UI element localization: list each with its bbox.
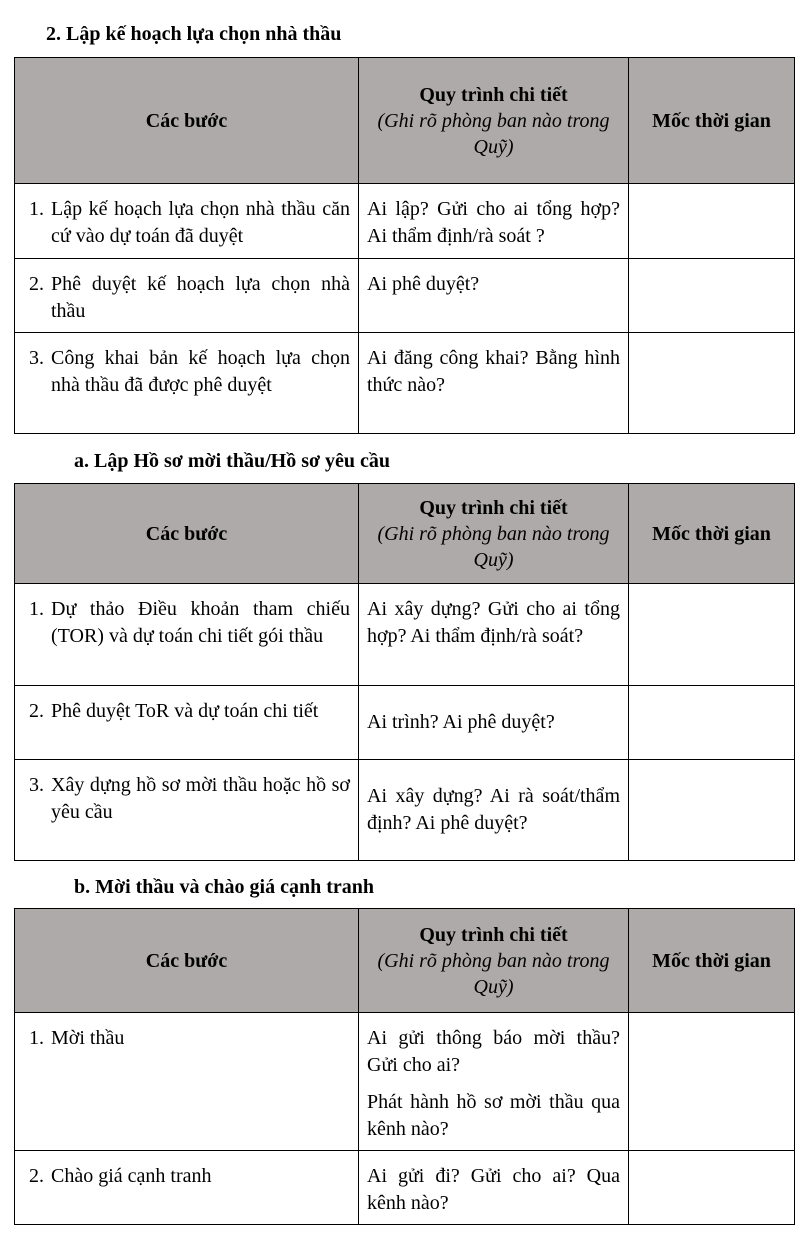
step-content	[29, 1025, 350, 1052]
steps-table	[14, 908, 795, 1225]
steps-table	[14, 483, 795, 861]
process-text: Ai phê duyệt?	[367, 273, 480, 295]
process-cell	[359, 333, 629, 434]
header-milestone: Mốc thời gian	[629, 58, 795, 184]
step-cell	[15, 184, 359, 259]
header-process-note: (Ghi rõ phòng ban nào trong Quỹ)	[377, 522, 610, 571]
step-cell	[15, 760, 359, 861]
table-row	[15, 333, 795, 434]
milestone-cell[interactable]	[629, 1151, 795, 1225]
steps-table	[14, 57, 795, 434]
step-number: 3.	[29, 347, 44, 369]
step-number: 1.	[29, 198, 44, 220]
step-content	[29, 1163, 350, 1190]
milestone-cell[interactable]	[629, 584, 795, 686]
step-text: Lập kế hoạch lựa chọn nhà thầu căn cứ vào dự toán đã duyệt	[51, 198, 350, 247]
table-row	[15, 1013, 795, 1151]
table-row	[15, 184, 795, 259]
step-text: Phê duyệt kế hoạch lựa chọn nhà thầu	[51, 273, 350, 322]
table-row	[15, 760, 795, 861]
process-cell	[359, 184, 629, 259]
step-text: Chào giá cạnh tranh	[51, 1165, 212, 1187]
header-process-note: (Ghi rõ phòng ban nào trong Quỹ)	[377, 949, 610, 998]
header-steps: Các bước	[15, 484, 359, 584]
step-number: 1.	[29, 1027, 44, 1049]
milestone-cell[interactable]	[629, 1013, 795, 1151]
header-process-note: (Ghi rõ phòng ban nào trong Quỹ)	[377, 109, 610, 158]
table-row	[15, 1151, 795, 1225]
section-heading: b. Mời thầu và chào giá cạnh tranh	[74, 876, 374, 898]
table-row	[15, 259, 795, 333]
milestone-cell[interactable]	[629, 184, 795, 259]
process-cell	[359, 760, 629, 861]
process-text: Ai gửi thông báo mời thầu? Gửi cho ai?	[367, 1027, 620, 1076]
milestone-cell[interactable]	[629, 259, 795, 333]
header-steps: Các bước	[15, 58, 359, 184]
step-content	[29, 596, 350, 650]
section-heading: a. Lập Hồ sơ mời thầu/Hồ sơ yêu cầu	[74, 450, 391, 472]
step-content	[29, 698, 350, 725]
step-number: 3.	[29, 774, 44, 796]
process-cell	[359, 1013, 629, 1151]
step-content	[29, 345, 350, 399]
step-cell	[15, 584, 359, 686]
step-content	[29, 271, 350, 325]
process-text: Ai gửi đi? Gửi cho ai? Qua kênh nào?	[367, 1165, 620, 1214]
header-process-title: Quy trình chi tiết	[419, 496, 568, 519]
step-number: 2.	[29, 1165, 44, 1187]
header-steps: Các bước	[15, 909, 359, 1013]
process-text: Ai lập? Gửi cho ai tổng hợp? Ai thẩm định/rà soát ?	[367, 198, 620, 247]
step-cell	[15, 686, 359, 760]
table-header-row	[15, 484, 795, 584]
table-header-row	[15, 909, 795, 1013]
step-cell	[15, 333, 359, 434]
step-content	[29, 196, 350, 250]
step-text: Phê duyệt ToR và dự toán chi tiết	[51, 700, 319, 722]
step-cell	[15, 1151, 359, 1225]
header-process-title: Quy trình chi tiết	[419, 83, 568, 106]
step-number: 2.	[29, 700, 44, 722]
process-text: Ai xây dựng? Ai rà soát/thẩm định? Ai phê duyệt?	[367, 785, 620, 834]
process-cell	[359, 686, 629, 760]
header-process	[359, 909, 629, 1013]
section-heading: 2. Lập kế hoạch lựa chọn nhà thầu	[46, 23, 342, 45]
step-text: Dự thảo Điều khoản tham chiếu (TOR) và dự toán chi tiết gói thầu	[51, 598, 350, 647]
process-cell	[359, 1151, 629, 1225]
process-text: Ai đăng công khai? Bằng hình thức nào?	[367, 347, 620, 396]
table-row	[15, 584, 795, 686]
step-number: 1.	[29, 598, 44, 620]
header-milestone: Mốc thời gian	[629, 909, 795, 1013]
header-process	[359, 58, 629, 184]
header-process	[359, 484, 629, 584]
step-text: Mời thầu	[51, 1027, 125, 1049]
table-row	[15, 686, 795, 760]
step-text: Xây dựng hồ sơ mời thầu hoặc hồ sơ yêu cầu	[51, 774, 350, 823]
process-text: Ai trình? Ai phê duyệt?	[367, 711, 555, 733]
step-cell	[15, 259, 359, 333]
milestone-cell[interactable]	[629, 686, 795, 760]
table-header-row	[15, 58, 795, 184]
step-content	[29, 772, 350, 826]
milestone-cell[interactable]	[629, 760, 795, 861]
milestone-cell[interactable]	[629, 333, 795, 434]
step-text: Công khai bản kế hoạch lựa chọn nhà thầu đã được phê duyệt	[51, 347, 350, 396]
step-number: 2.	[29, 273, 44, 295]
process-cell	[359, 259, 629, 333]
process-cell	[359, 584, 629, 686]
process-text: Phát hành hồ sơ mời thầu qua kênh nào?	[367, 1091, 620, 1140]
process-text: Ai xây dựng? Gửi cho ai tổng hợp? Ai thẩm định/rà soát?	[367, 598, 620, 647]
header-milestone: Mốc thời gian	[629, 484, 795, 584]
step-cell	[15, 1013, 359, 1151]
header-process-title: Quy trình chi tiết	[419, 923, 568, 946]
